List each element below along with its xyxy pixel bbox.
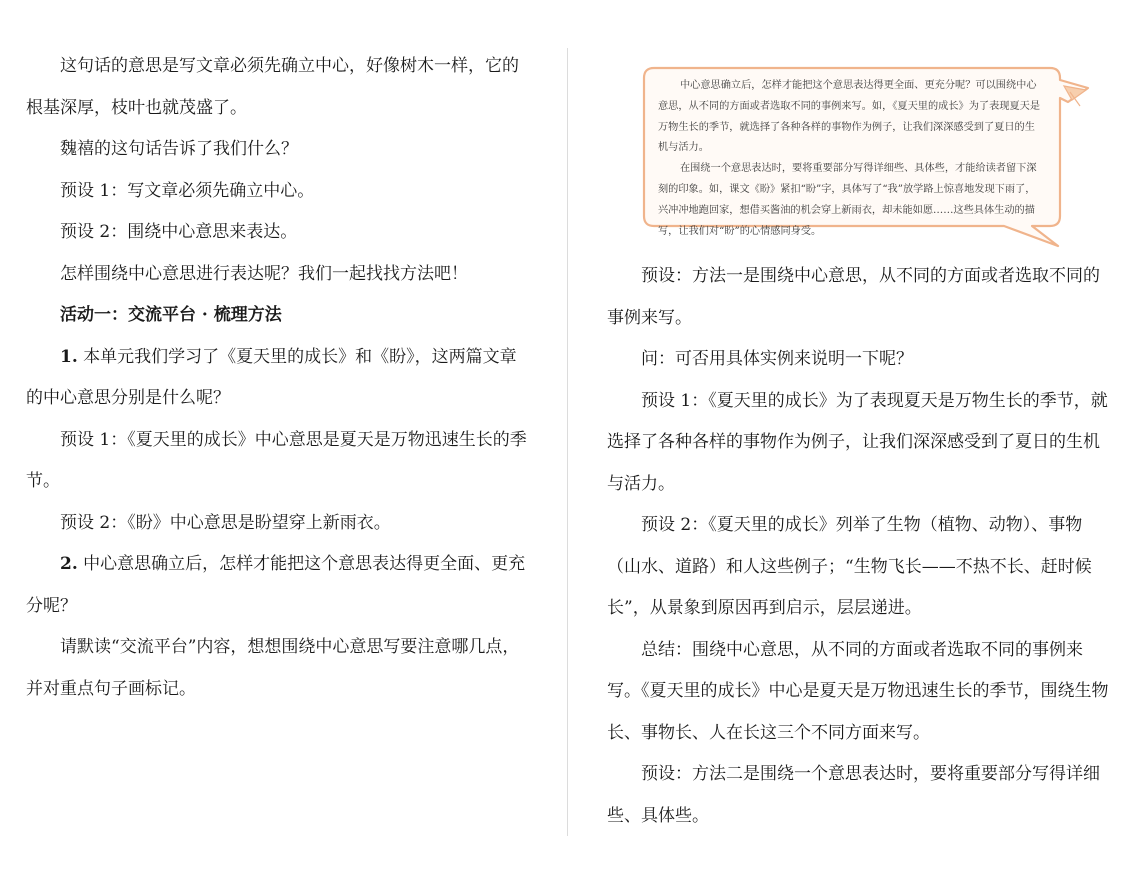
question-1 <box>26 337 531 420</box>
answer-2: 预设 2：围绕中心意思来表达。 <box>60 222 298 242</box>
example-answer-2: 预设 2：《夏天里的成长》列举了生物（植物、动物）、事物（山水、道路）和人这些例子；“生物飞长——不热不长、赶时候长”，从景象到原因再到启示，层层递进。 <box>607 515 1092 618</box>
question-1-answer-1: 预设 1：《夏天里的成长》中心意思是夏天是万物迅速生长的季节。 <box>26 429 527 491</box>
answer-1: 预设 1：写文章必须先确立中心。 <box>60 180 315 201</box>
summary-paragraph: 总结：围绕中心意思，从不同的方面或者选取不同的事例来写。《夏天里的成长》中心是夏天是万物迅速生长的季节，围绕生物长、事物长、人在长这三个不同方面来写。 <box>607 639 1109 743</box>
question-1-answer-2: 预设 2：《盼》中心意思是盼望穿上新雨衣。 <box>60 512 391 533</box>
column-divider <box>567 48 568 836</box>
right-column <box>607 256 1112 837</box>
question-paragraph: 问：可否用具体实例来说明一下呢？ <box>641 349 913 369</box>
question-paragraph: 魏禧的这句话告诉了我们什么？ <box>60 139 298 159</box>
method-two-paragraph: 预设：方法二是围绕一个意思表达时，要将重要部分写得详细些、具体些。 <box>607 764 1100 826</box>
exchange-platform-callout <box>640 62 1095 252</box>
activity-heading: 活动一：交流平台 · 梳理方法 <box>60 305 282 325</box>
callout-text <box>658 76 1042 242</box>
question-1-text: 本单元我们学习了《夏天里的成长》和《盼》，这两篇文章的中心意思分别是什么呢？ <box>26 346 517 408</box>
question-2-number: 2. <box>60 554 78 574</box>
transition-paragraph: 怎样围绕中心意思进行表达呢？我们一起找找方法吧！ <box>60 263 468 284</box>
question-2 <box>26 544 531 627</box>
question-1-number: 1. <box>60 346 78 367</box>
paragraph: 这句话的意思是写文章必须先确立中心，好像树木一样，它的根基深厚，枝叶也就茂盛了。 <box>26 56 519 118</box>
callout-paragraph-2: 在围绕一个意思表达时，要将重要部分写得详细些、具体些，才能给读者留下深刻的印象。如，课文《盼》紧扣“盼”字，具体写了“我”放学路上惊喜地发现下雨了，兴冲冲地跑回家，想借买酱油的机会穿上新雨衣，却未能如愿……这些具体生动的描写，让我们对“盼”的心情感同身受。 <box>658 163 1037 237</box>
method-one-paragraph: 预设：方法一是围绕中心意思，从不同的方面或者选取不同的事例来写。 <box>607 266 1100 328</box>
example-answer-1: 预设 1：《夏天里的成长》为了表现夏天是万物生长的季节，就选择了各种各样的事物作为例子，让我们深深感受到了夏日的生机与活力。 <box>607 390 1108 494</box>
left-column <box>26 46 531 710</box>
instruction-paragraph: 请默读“交流平台”内容，想想围绕中心意思写要注意哪几点，并对重点句子画标记。 <box>26 637 520 699</box>
callout-paragraph-1: 中心意思确立后，怎样才能把这个意思表达得更全面、更充分呢？可以围绕中心意思，从不同的方面或者选取不同的事例来写。如，《夏天里的成长》为了表现夏天是万物生长的季节，就选择了各种各样的事物作为例子，让我们深深感受到了夏日的生机与活力。 <box>658 80 1041 154</box>
question-2-text: 中心意思确立后，怎样才能把这个意思表达得更全面、更充分呢？ <box>26 554 526 616</box>
